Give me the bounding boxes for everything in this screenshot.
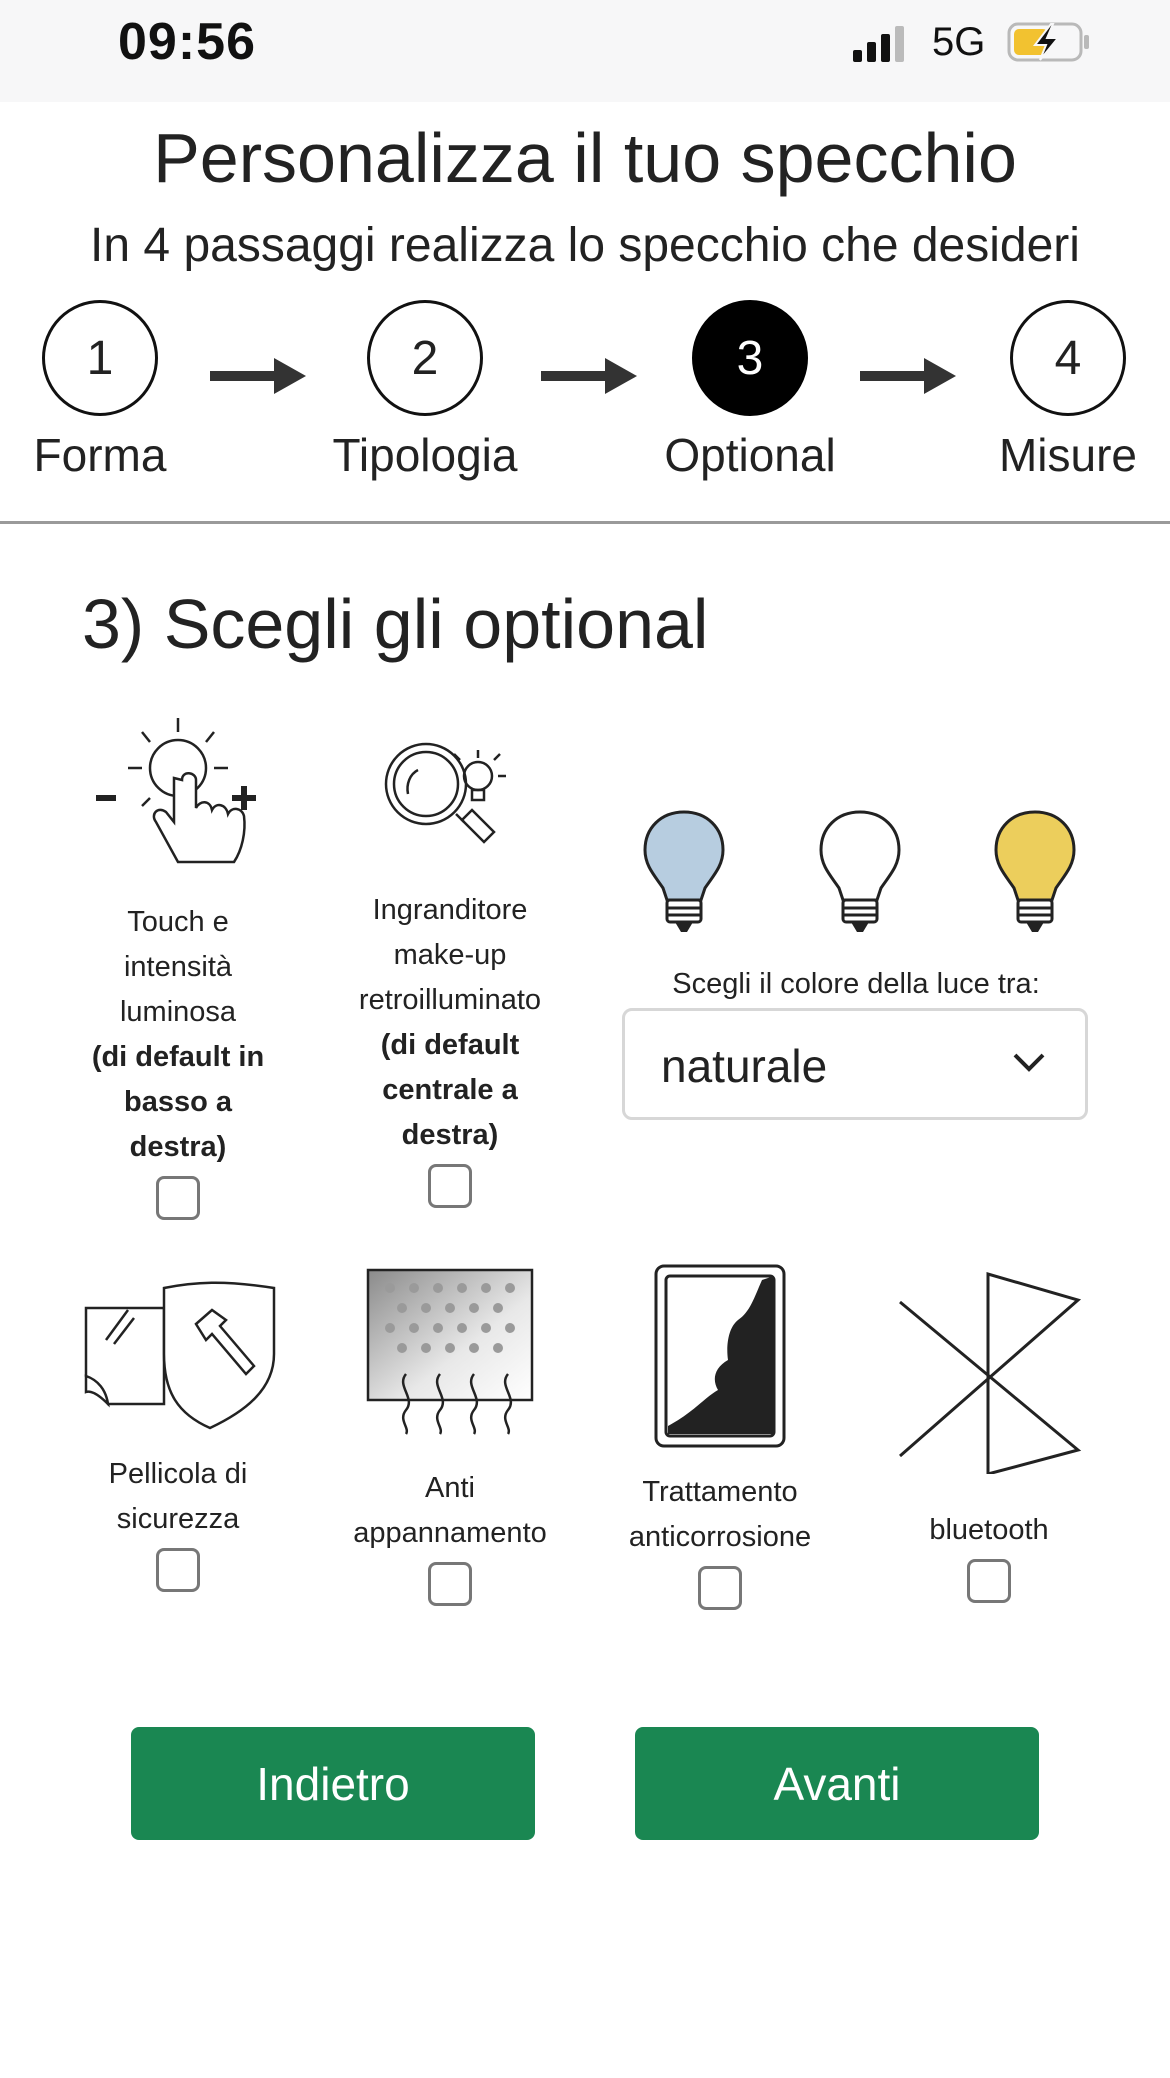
option-touch-note: destra) xyxy=(129,1131,227,1163)
touch-checkbox[interactable] xyxy=(156,1176,200,1220)
bulb-warm-icon[interactable] xyxy=(992,808,1078,938)
option-antifog-text: appannamento xyxy=(353,1517,547,1549)
option-magnifier-text: make-up xyxy=(393,939,507,971)
step-label: Forma xyxy=(33,429,167,481)
option-film-text: sicurezza xyxy=(116,1503,240,1535)
option-film-text: Pellicola di xyxy=(108,1458,248,1490)
option-magnifier-note: centrale a xyxy=(382,1074,518,1106)
next-button[interactable]: Avanti xyxy=(635,1727,1039,1840)
option-touch-text: Touch e xyxy=(127,906,229,938)
option-antifog xyxy=(340,1466,560,1606)
signal-icon xyxy=(853,26,913,62)
anti-corrosion-icon xyxy=(654,1264,786,1448)
light-color-select[interactable] xyxy=(622,1008,1088,1120)
battery-charging-icon xyxy=(1007,20,1093,64)
step-forma[interactable] xyxy=(0,300,200,482)
touch-dimmer-icon xyxy=(92,712,264,882)
step-number: 3 xyxy=(692,300,808,416)
safety-film-icon xyxy=(84,1280,276,1430)
bulb-cool-icon[interactable] xyxy=(641,808,727,938)
bluetooth-icon xyxy=(896,1270,1082,1474)
status-bar xyxy=(0,0,1170,102)
option-magnifier-note: (di default xyxy=(380,1029,520,1061)
option-anticorrosion xyxy=(610,1470,830,1610)
step-optional[interactable] xyxy=(650,300,850,482)
step-label: Optional xyxy=(664,429,836,481)
light-color-label: Scegli il colore della luce tra: xyxy=(672,968,1040,1000)
option-bluetooth-text: bluetooth xyxy=(929,1514,1049,1546)
option-touch-note: (di default in xyxy=(91,1041,265,1073)
magnifier-icon xyxy=(380,724,520,864)
page-title: Personalizza il tuo specchio xyxy=(153,119,1017,197)
light-color-value: naturale xyxy=(661,1040,828,1092)
step-label: Tipologia xyxy=(332,429,518,481)
film-checkbox[interactable] xyxy=(156,1548,200,1592)
step-label: Misure xyxy=(998,429,1138,481)
option-touch xyxy=(78,900,278,1220)
option-anticorrosion-text: Trattamento xyxy=(642,1476,798,1508)
option-magnifier xyxy=(345,888,555,1208)
option-magnifier-note: destra) xyxy=(401,1119,499,1151)
option-antifog-text: Anti xyxy=(425,1472,475,1504)
section-title: 3) Scegli gli optional xyxy=(82,585,709,663)
option-magnifier-text: Ingranditore xyxy=(372,894,528,926)
option-film xyxy=(78,1452,278,1592)
step-misure[interactable] xyxy=(968,300,1168,482)
page-subtitle: In 4 passaggi realizza lo specchio che desideri xyxy=(90,219,1080,272)
antifog-checkbox[interactable] xyxy=(428,1562,472,1606)
chevron-down-icon xyxy=(1011,1051,1047,1075)
option-touch-text: luminosa xyxy=(119,996,237,1028)
step-number: 2 xyxy=(367,300,483,416)
bulb-neutral-icon[interactable] xyxy=(817,808,903,938)
network-label: 5G xyxy=(932,20,986,64)
arrow-right-icon xyxy=(541,356,637,396)
magnifier-checkbox[interactable] xyxy=(428,1164,472,1208)
option-touch-note: basso a xyxy=(124,1086,232,1118)
divider xyxy=(0,521,1170,524)
bluetooth-checkbox[interactable] xyxy=(967,1559,1011,1603)
step-number: 4 xyxy=(1010,300,1126,416)
arrow-right-icon xyxy=(210,356,306,396)
step-number: 1 xyxy=(42,300,158,416)
option-touch-text: intensità xyxy=(123,951,232,983)
status-time: 09:56 xyxy=(118,13,256,71)
option-bluetooth xyxy=(889,1508,1089,1603)
option-anticorrosion-text: anticorrosione xyxy=(628,1521,812,1553)
back-button[interactable]: Indietro xyxy=(131,1727,535,1840)
arrow-right-icon xyxy=(860,356,956,396)
anticorrosion-checkbox[interactable] xyxy=(698,1566,742,1610)
step-tipologia[interactable] xyxy=(325,300,525,482)
option-magnifier-text: retroilluminato xyxy=(358,984,542,1016)
anti-fog-icon xyxy=(366,1268,536,1436)
